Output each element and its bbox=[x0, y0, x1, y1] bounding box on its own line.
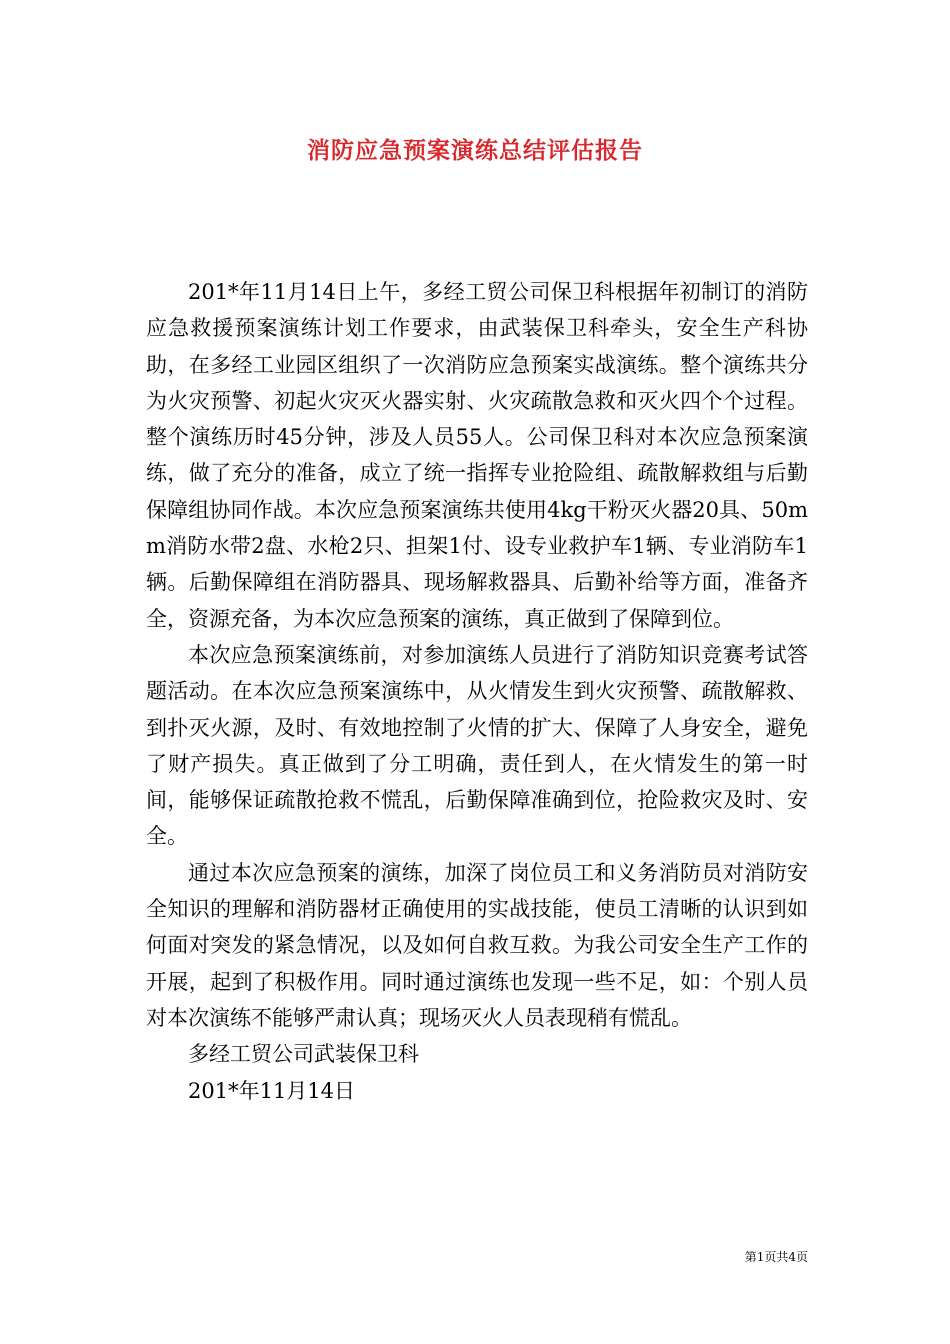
signature-department: 多经工贸公司武装保卫科 bbox=[188, 1042, 419, 1067]
paragraph-3: 通过本次应急预案的演练，加深了岗位员工和义务消防员对消防安全知识的理解和消防器材正确使用的实战技能，使员工清晰的认识到如何面对突发的紧急情况，以及如何自救互救。为我公司安全生产工作的开展，起到了积极作用。同时通过演练也发现一些不足，如：个别人员对本次演练不能够严肃认真；现场灭火人员表现稍有慌乱。 bbox=[146, 860, 808, 1030]
paragraph-2: 本次应急预案演练前，对参加演练人员进行了消防知识竞赛考试答题活动。在本次应急预案演练中，从火情发生到火灾预警、疏散解救、到扑灭火源，及时、有效地控制了火情的扩大、保障了人身安全，避免了财产损失。真正做到了分工明确，责任到人，在火情发生的第一时间，能够保证疏散抢救不慌乱，后勤保障准确到位，抢险救灾及时、安全。 bbox=[146, 642, 808, 849]
signature-date: 201*年11月14日 bbox=[188, 1078, 356, 1103]
document-title: 消防应急预案演练总结评估报告 bbox=[307, 138, 643, 164]
paragraph-1: 201*年11月14日上午，多经工贸公司保卫科根据年初制订的消防应急救援预案演练计划工作要求，由武装保卫科牵头，安全生产科协助，在多经工业园区组织了一次消防应急预案实战演练。整个演练共分为火灾预警、初起火灾灭火器实射、火灾疏散急救和灭火四个个过程。整个演练历时45分钟，涉及人员55人。公司保卫科对本次应急预案演练，做了充分的准备，成立了统一指挥专业抢险组、疏散解救组与后勤保障组协同作战。本次应急预案演练共使用4kg干粉灭火器20具、50mm消防水带2盘、水枪2只、担架1付、设专业救护车1辆、专业消防车1辆。后勤保障组在消防器具、现场解救器具、后勤补给等方面，准备齐全，资源充备，为本次应急预案的演练，真正做到了保障到位。 bbox=[146, 280, 808, 631]
document-body bbox=[146, 274, 808, 1109]
page-number: 第1页共4页 bbox=[744, 1250, 808, 1264]
